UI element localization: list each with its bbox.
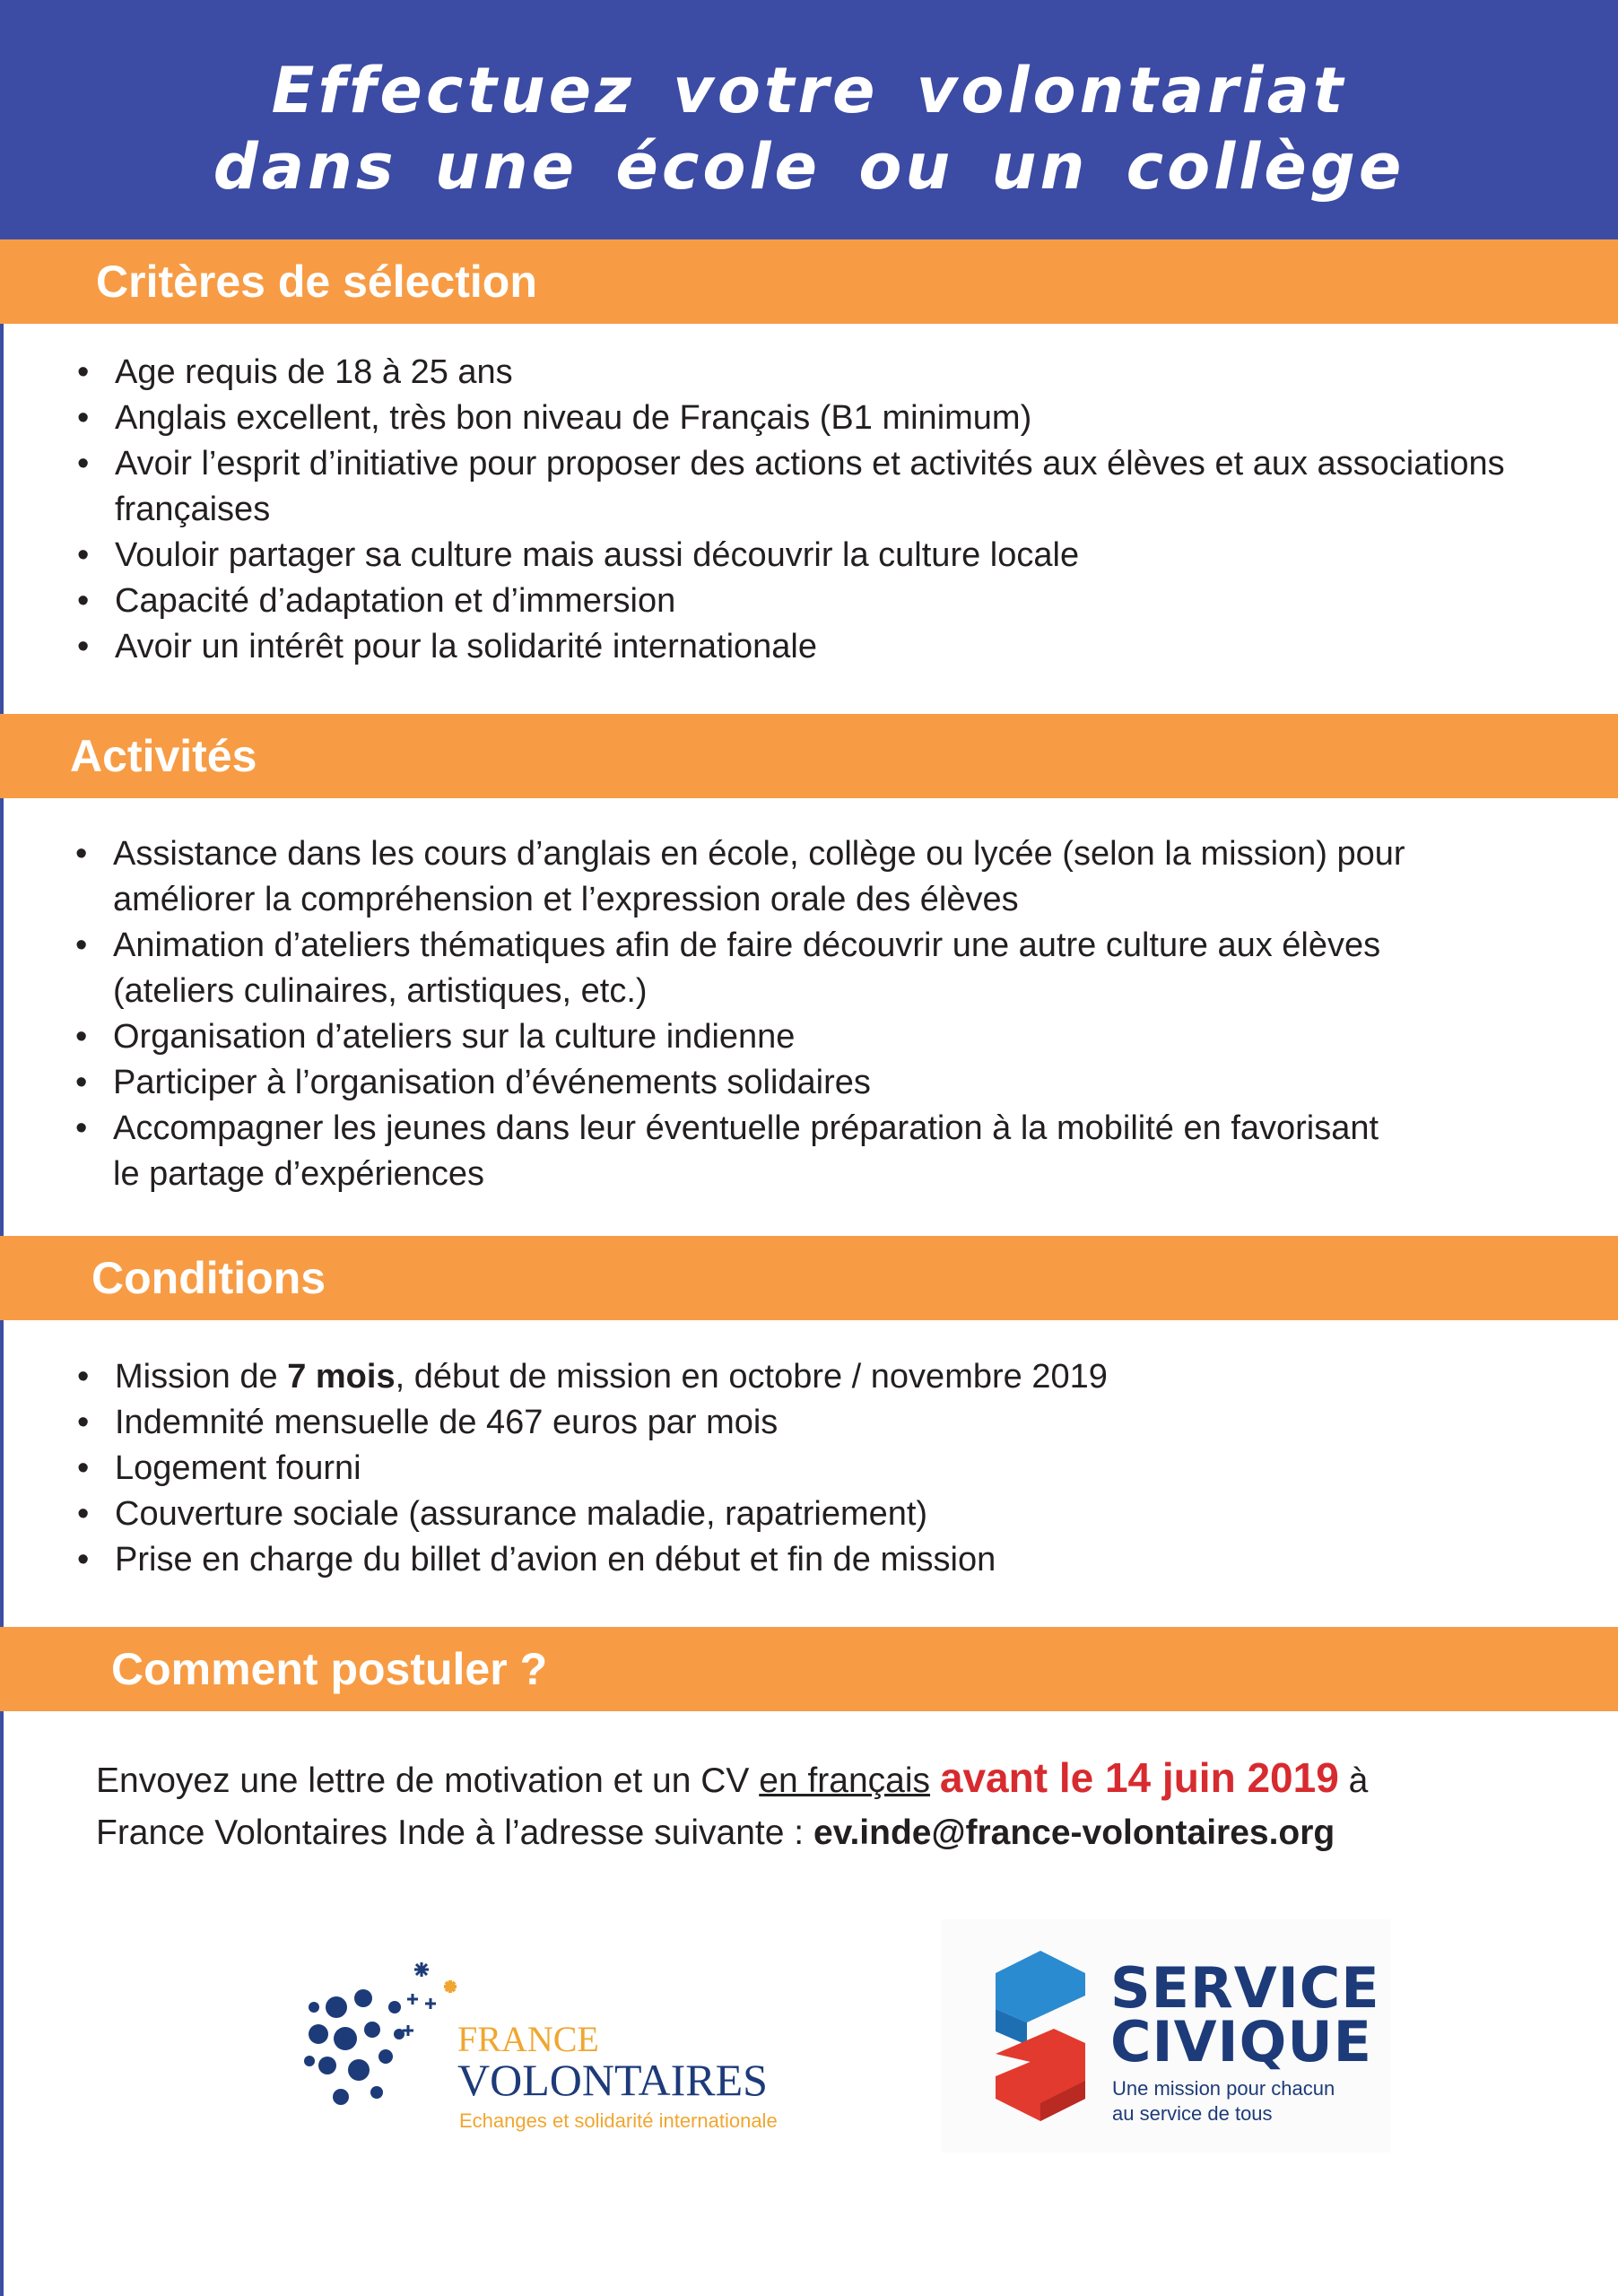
conditions-list bbox=[77, 1354, 1108, 1583]
list-item: • Avoir un intérêt pour la solidarité internationale bbox=[77, 628, 817, 665]
fv-tagline: Echanges et solidarité internationale bbox=[459, 2109, 778, 2132]
apply-line-2: France Volontaires Inde à l’adresse suivante : ev.inde@france-volontaires.org bbox=[96, 1813, 1335, 1852]
list-item: • Couverture sociale (assurance maladie, rapatriement) bbox=[77, 1495, 928, 1533]
apply-heading: Comment postuler ? bbox=[111, 1644, 548, 1694]
list-item-continuation: améliorer la compréhension et l’expression orale des élèves bbox=[113, 881, 1019, 918]
asterisk-globe-icon bbox=[287, 1944, 457, 2124]
list-item-continuation: le partage d’expériences bbox=[113, 1155, 485, 1193]
list-item: • Organisation d’ateliers sur la culture indienne bbox=[75, 1018, 796, 1056]
title-line-2: dans une école ou un collège bbox=[213, 130, 1405, 204]
sc-service-label: SERVICE bbox=[1110, 1955, 1380, 2021]
list-item: • Vouloir partager sa culture mais aussi découvrir la culture locale bbox=[77, 536, 1080, 574]
deadline: avant le 14 juin 2019 bbox=[939, 1754, 1339, 1801]
conditions-heading: Conditions bbox=[91, 1253, 326, 1303]
list-item: • Animation d’ateliers thématiques afin de faire découvrir une autre culture aux élèves bbox=[75, 926, 1381, 964]
title-banner bbox=[0, 0, 1618, 239]
page-left-edge bbox=[0, 0, 4, 2296]
list-item: • Anglais excellent, très bon niveau de Français (B1 minimum) bbox=[77, 399, 1032, 437]
list-item: • Avoir l’esprit d’initiative pour proposer des actions et activités aux élèves et aux associations bbox=[77, 445, 1505, 483]
list-item: • Accompagner les jeunes dans leur éventuelle préparation à la mobilité en favorisant bbox=[75, 1109, 1379, 1147]
criteria-list bbox=[77, 350, 1505, 670]
apply-heading-bar bbox=[0, 1627, 1618, 1711]
email-link[interactable]: ev.inde@france-volontaires.org bbox=[813, 1813, 1335, 1852]
list-item-continuation: (ateliers culinaires, artistiques, etc.) bbox=[113, 972, 648, 1010]
sc-tagline: Une mission pour chacun au service de tous bbox=[1112, 2077, 1335, 2125]
list-item: • Prise en charge du billet d’avion en début et fin de mission bbox=[77, 1541, 996, 1578]
list-item: • Age requis de 18 à 25 ans bbox=[77, 353, 513, 391]
sc-civique-label: CIVIQUE bbox=[1110, 2009, 1373, 2074]
fv-france-label: FRANCE bbox=[457, 2019, 599, 2059]
list-item: • Participer à l’organisation d’événements solidaires bbox=[75, 1064, 871, 1101]
apply-line-1: Envoyez une lettre de motivation et un CV en français avant le 14 juin 2019 à bbox=[96, 1754, 1369, 1801]
service-civique-logo bbox=[942, 1919, 1390, 2152]
service-civique-s-icon bbox=[978, 1946, 1103, 2135]
list-item: • Assistance dans les cours d’anglais en école, collège ou lycée (selon la mission) pour bbox=[75, 835, 1405, 873]
list-item-continuation: françaises bbox=[115, 491, 271, 528]
list-item: • Capacité d’adaptation et d’immersion bbox=[77, 582, 676, 620]
france-volontaires-logo bbox=[287, 1937, 789, 2135]
activities-list bbox=[75, 831, 1405, 1197]
list-item: • Indemnité mensuelle de 467 euros par mois bbox=[77, 1404, 779, 1441]
activities-heading: Activités bbox=[70, 731, 257, 781]
title-line-1: Effectuez votre volontariat bbox=[271, 54, 1347, 127]
criteria-heading: Critères de sélection bbox=[96, 257, 537, 307]
conditions-heading-bar bbox=[0, 1236, 1618, 1320]
list-item: • Logement fourni bbox=[77, 1449, 361, 1487]
activities-heading-bar bbox=[0, 714, 1618, 798]
list-item: • Mission de 7 mois, début de mission en octobre / novembre 2019 bbox=[77, 1358, 1108, 1396]
criteria-heading-bar bbox=[0, 239, 1618, 324]
fv-volontaires-label: VOLONTAIRES bbox=[457, 2055, 768, 2105]
underlined-text: en français bbox=[759, 1761, 931, 1800]
